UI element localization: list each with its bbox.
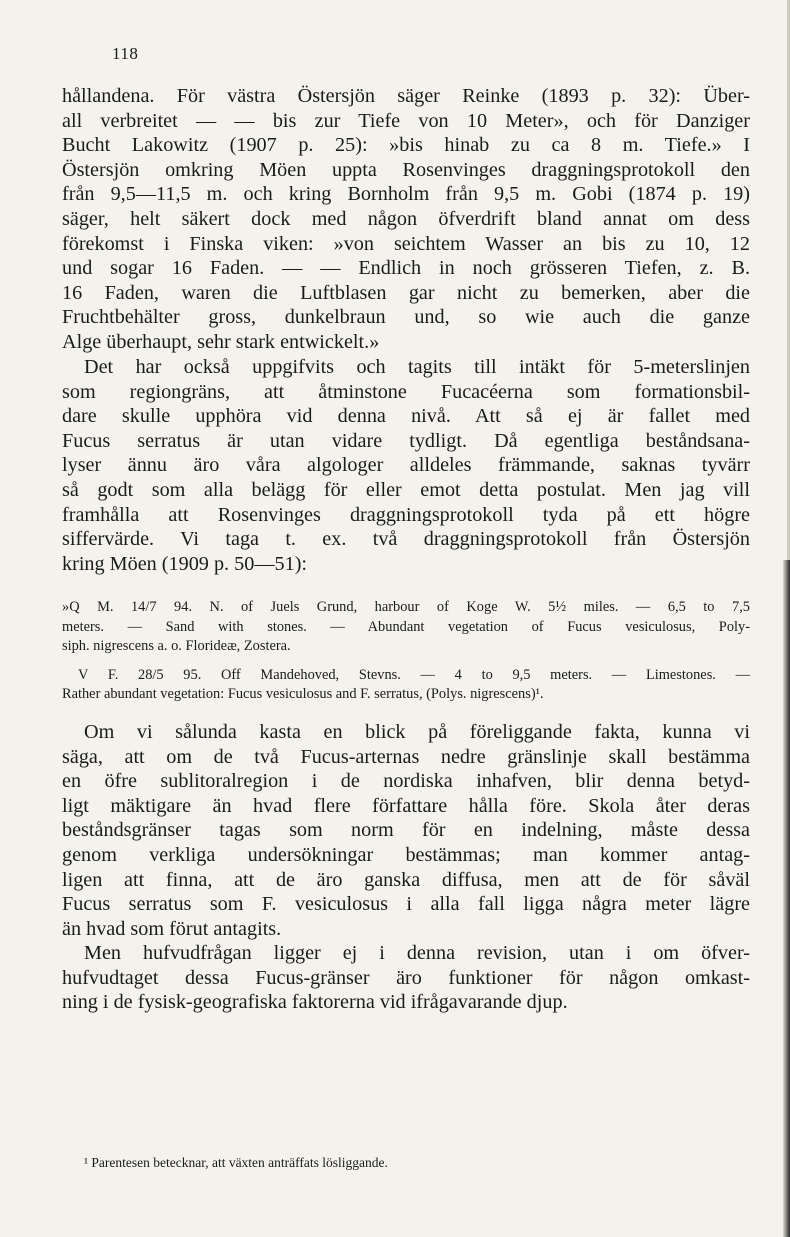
text-line: hållandena. För västra Östersjön säger Reinke (1893 p. 32): Über- xyxy=(62,85,750,107)
text-line: Fucus serratus är utan vidare tydligt. Då egentliga beståndsana- xyxy=(62,429,750,452)
quote-line: siph. nigrescens a. o. Florideæ, Zostera. xyxy=(62,638,291,655)
text-line: und sogar 16 Faden. — — Endlich in noch grösseren Tiefen, z. B. xyxy=(62,257,750,280)
text-line: säga, att om de två Fucus-arternas nedre gränslinje skall bestämma xyxy=(62,745,750,768)
text-line: 16 Faden, waren die Luftblasen gar nicht zu bemerken, aber die xyxy=(62,281,750,304)
text-line: framhålla att Rosenvinges draggningsprotokoll tyda på ett högre xyxy=(62,503,750,526)
text-line: siffervärde. Vi taga t. ex. två draggningsprotokoll från Östersjön xyxy=(62,528,750,551)
text-line: kring Möen (1909 p. 50—51): xyxy=(62,552,308,575)
paragraph-2 xyxy=(62,355,750,576)
text-line: all verbreitet — — bis zur Tiefe von 10 Meter», och för Danziger xyxy=(62,109,750,132)
text-line: ligen att finna, att de äro ganska diffusa, men att de för såväl xyxy=(62,868,750,891)
text-line: Alge überhaupt, sehr stark entwickelt.» xyxy=(62,330,380,353)
quote-line: Rather abundant vegetation: Fucus vesiculosus and F. serratus, (Polys. nigrescens)¹. xyxy=(62,686,544,703)
paragraph-3 xyxy=(62,720,750,941)
text-line: som regiongräns, att åtminstone Fucacéerna som formationsbil- xyxy=(62,380,750,403)
text-line: hufvudtaget dessa Fucus-gränser äro funktioner för någon omkast- xyxy=(62,966,750,989)
text-line: säger, helt säkert dock med någon öfverdrift bland annat om dess xyxy=(62,207,750,230)
text-line: Fruchtbehälter gross, dunkelbraun und, so wie auch die ganze xyxy=(62,306,750,329)
text-line: Fucus serratus som F. vesiculosus i alla fall ligga några meter lägre xyxy=(62,893,750,916)
text-line: beståndsgränser tagas som norm för en indelning, måste dessa xyxy=(62,819,750,842)
text-line: ligt mäktigare än hvad flere författare hålla före. Skola åter deras xyxy=(62,794,750,817)
text-line: Östersjön omkring Möen uppta Rosenvinges draggningsprotokoll den xyxy=(62,158,750,181)
text-line: så godt som alla belägg för eller emot detta postulat. Men jag vill xyxy=(62,478,750,501)
text-line: förekomst i Finska viken: »von seichtem Wasser an bis zu 10, 12 xyxy=(62,232,750,255)
footnote: ¹ Parentesen betecknar, att växten anträffats lösliggande. xyxy=(84,1155,388,1170)
text-line: dare skulle upphöra vid denna nivå. Att så ej är fallet med xyxy=(62,405,750,428)
quote-line: »Q M. 14/7 94. N. of Juels Grund, harbour of Koge W. 5½ miles. — 6,5 to 7,5 xyxy=(62,599,750,615)
text-line: Men hufvudfrågan ligger ej i denna revision, utan i om öfver- xyxy=(84,942,750,964)
page-edge-shadow xyxy=(783,560,790,1237)
text-line: från 9,5—11,5 m. och kring Bornholm från 9,5 m. Gobi (1874 p. 19) xyxy=(62,183,750,206)
text-line: lyser ännu äro våra algologer alldeles främmande, saknas tyvärr xyxy=(62,454,750,477)
paragraph-4 xyxy=(62,941,750,1015)
quote-line: meters. — Sand with stones. — Abundant vegetation of Fucus vesiculosus, Poly- xyxy=(62,618,750,635)
protocol-quote xyxy=(62,598,750,705)
quote-line: V F. 28/5 95. Off Mandehoved, Stevns. — 4 to 9,5 meters. — Limestones. — xyxy=(78,666,750,683)
text-line: ning i de fysisk-geografiska faktorerna vid ifrågavarande djup. xyxy=(62,991,568,1014)
text-line: genom verkliga undersökningar bestämmas; man kommer antag- xyxy=(62,843,750,866)
page-number: 118 xyxy=(112,44,139,63)
text-line: än hvad som förut antagits. xyxy=(62,917,282,940)
text-line: Bucht Lakowitz (1907 p. 25): »bis hinab zu ca 8 m. Tiefe.» I xyxy=(62,134,750,157)
paragraph-1 xyxy=(62,84,750,355)
text-line: Det har också uppgifvits och tagits till intäkt för 5-meterslinjen xyxy=(84,356,750,378)
text-line: en öfre sublitoralregion i de nordiska inhafven, blir denna betyd- xyxy=(62,770,750,793)
text-line: Om vi sålunda kasta en blick på föreliggande fakta, kunna vi xyxy=(84,721,750,743)
